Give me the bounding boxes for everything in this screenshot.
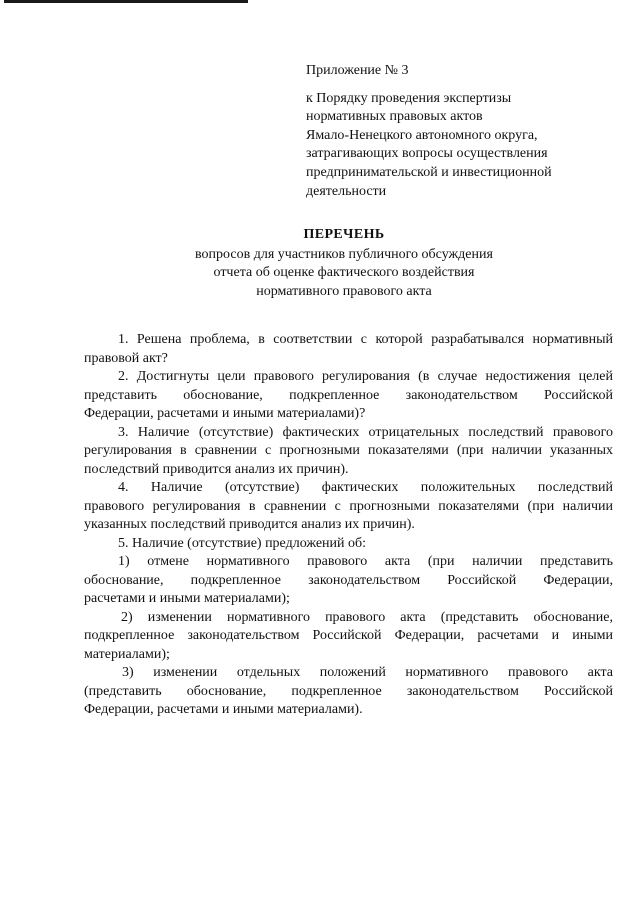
appendix-line: Ямало-Ненецкого автономного округа, <box>306 127 538 143</box>
question-subitem-1 <box>84 553 613 609</box>
question-line: обоснование, подкрепленное законодательством Российской Федерации, <box>84 572 613 588</box>
question-line: 3. Наличие (отсутствие) фактических отрицательных последствий правового <box>118 424 613 440</box>
question-item-5 <box>84 535 613 554</box>
question-line: 1) отмене нормативного правового акта (при наличии представить <box>118 554 613 569</box>
question-line: указанных последствий приводится анализ их причин). <box>84 517 415 532</box>
question-subitem-3 <box>84 664 613 720</box>
question-line: правового регулирования в сравнении с прогнозными показателями (при наличии <box>84 498 613 514</box>
document-subtitle-line: отчета об оценке фактического воздействия <box>213 265 475 281</box>
question-line: 1. Решена проблема, в соответствии с которой разрабатывался нормативный <box>118 332 613 347</box>
question-line: правовой акт? <box>84 350 168 366</box>
question-item-2 <box>84 368 613 424</box>
appendix-line: нормативных правовых актов <box>306 109 483 125</box>
appendix-line: деятельности <box>306 183 387 199</box>
document-heading <box>84 226 604 301</box>
appendix-line: к Порядку проведения экспертизы <box>306 90 512 106</box>
question-line: регулирования в сравнении с прогнозными показателями (при наличии указанных <box>84 443 613 458</box>
question-subitem-2 <box>84 609 613 665</box>
appendix-block <box>306 62 606 201</box>
document-subtitle-line: нормативного правового акта <box>256 283 432 299</box>
question-line: материалами); <box>84 646 170 662</box>
appendix-number: Приложение № 3 <box>306 63 409 78</box>
question-item-1 <box>84 331 613 368</box>
question-line: 4. Наличие (отсутствие) фактических положительных последствий <box>118 480 613 495</box>
question-list <box>84 331 613 720</box>
question-line: 2) изменении нормативного правового акта (представить обоснование, <box>121 609 613 625</box>
question-line: 5. Наличие (отсутствие) предложений об: <box>118 535 367 551</box>
document-subtitle-line: вопросов для участников публичного обсуждения <box>195 246 493 262</box>
question-item-4 <box>84 479 613 535</box>
question-line: 3) изменении отдельных положений нормативного правового акта <box>122 665 613 680</box>
question-line: Федерации, расчетами и иными материалами)? <box>84 406 366 421</box>
question-item-3 <box>84 424 613 480</box>
question-line: представить обоснование, подкрепленное законодательством Российской <box>84 387 613 403</box>
question-line: последствий приводится анализ их причин). <box>84 461 349 477</box>
scan-edge-line <box>4 0 248 3</box>
question-line: 2. Достигнуты цели правового регулирования (в случае недостижения целей <box>118 369 613 384</box>
appendix-line: затрагивающих вопросы осуществления <box>306 146 548 162</box>
question-line: расчетами и иными материалами); <box>84 591 290 606</box>
question-line: (представить обоснование, подкрепленное законодательством Российской <box>84 683 613 699</box>
question-line: Федерации, расчетами и иными материалами). <box>84 702 363 717</box>
appendix-line: предпринимательской и инвестиционной <box>306 164 552 180</box>
document-title: ПЕРЕЧЕНЬ <box>303 227 385 242</box>
question-line: подкрепленное законодательством Российской Федерации, расчетами и иными <box>84 628 613 643</box>
